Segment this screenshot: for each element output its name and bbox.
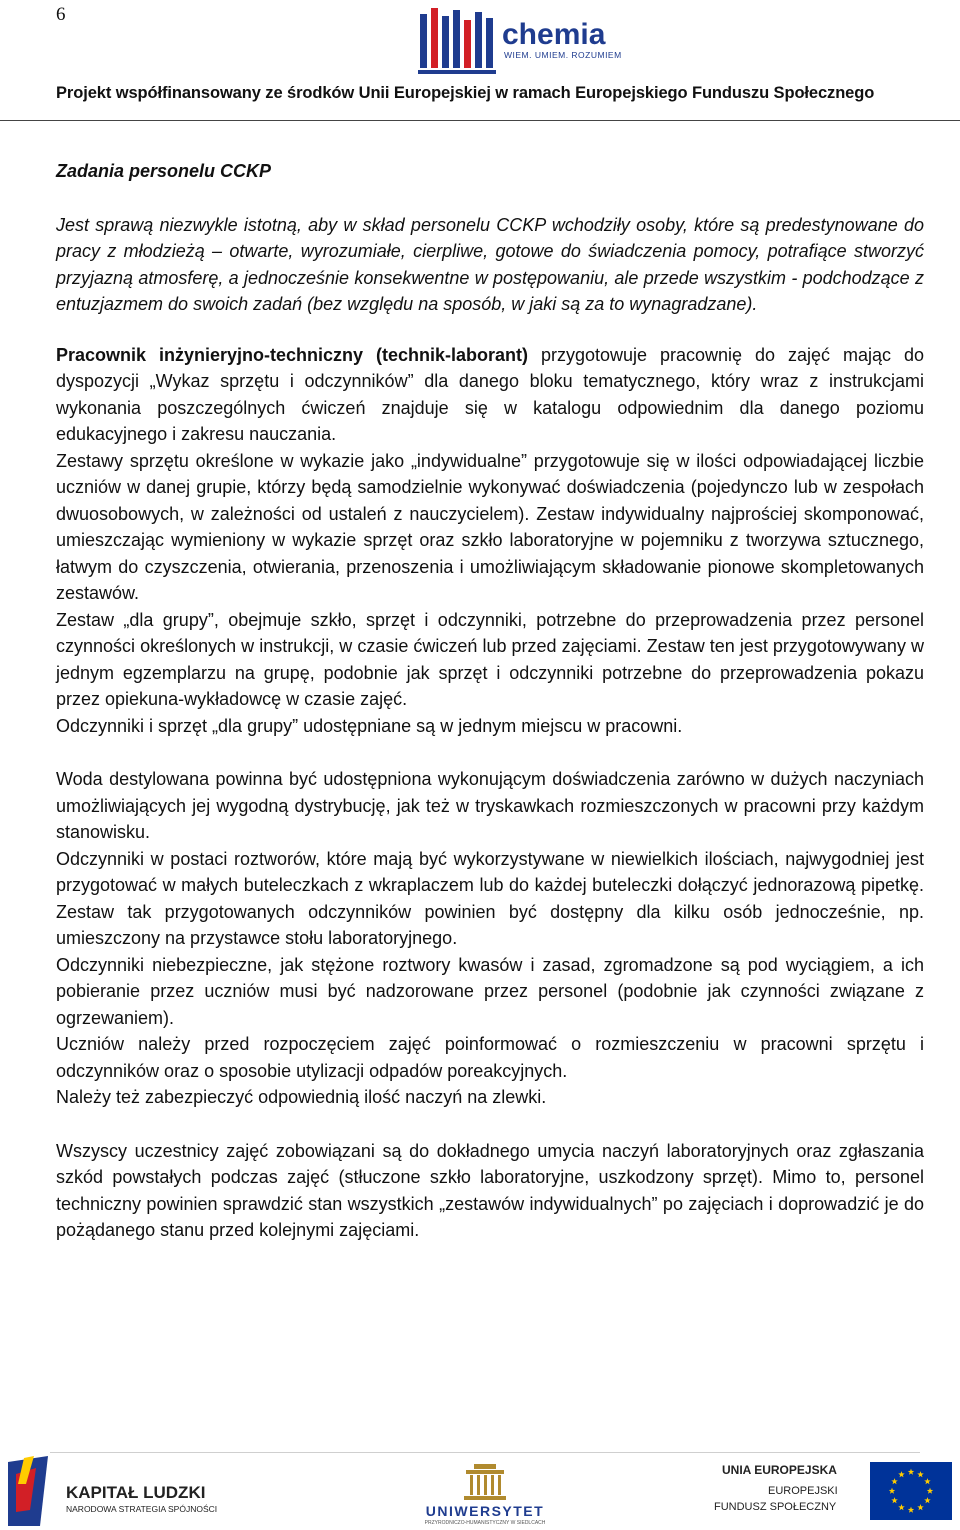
paragraph-hazardous-reagents: Odczynniki niebezpieczne, jak stężone roztwory kwasów i zasad, zgromadzone są pod wyciągiem, a ich pobieranie przez uczniów musi być nadzorowane przez personel (podobnie jak czynności związane z ogrzewaniem). [56, 954, 924, 1028]
footer-divider [50, 1452, 920, 1453]
technician-role-bold: Pracownik inżynieryjno-techniczny (technik-laborant) [56, 344, 529, 365]
paragraph-waste-containers: Należy też zabezpieczyć odpowiednią ilość naczyń na zlewki. [56, 1087, 547, 1107]
paragraph-technician [56, 342, 924, 448]
page-number: 6 [56, 4, 66, 25]
eu-line-2: EUROPEJSKI [768, 1485, 838, 1497]
paragraph-group-location: Odczynniki i sprzęt „dla grupy” udostępniane są w jednym miejscu w pracowni. [56, 715, 683, 736]
eu-line-3: FUNDUSZ SPOŁECZNY [714, 1501, 837, 1513]
eu-logo [712, 1458, 956, 1526]
header-divider [0, 120, 960, 121]
kapital-ludzki-emblem [8, 1456, 48, 1526]
paragraph-solutions: Odczynniki w postaci roztworów, które mają być wykorzystywane w niewielkich ilościach, najwygodniej jest przygotować w małych buteleczkach z wkraplaczem lub do każdej buteleczki dołączyć jednorazową pipetkę. Zestaw tak przygotowanych odczynników powinien być dostępny dla kilku osób jednocześnie, np. umieszczony na przystawce stołu laboratoryjnego. [56, 848, 924, 948]
paragraph-group-set: Zestaw „dla grupy”, obejmuje szkło, sprzęt i odczynniki, potrzebne do przeprowadzenia przez personel czynności określonych w instrukcji, w czasie ćwiczeń lub przed zajęciami. Zestaw ten jest przygotowywany w jednym egzemplarzu na grupę, podobnie jak sprzęt i odczynniki potrzebne do przeprowadzenia pokazu przez opiekuna-wykładowcę w czasie zajęć. [56, 609, 924, 709]
paragraph-cleaning: Wszyscy uczestnicy zajęć zobowiązani są do dokładnego umycia naczyń laboratoryjnych oraz zgłaszania szkód powstałych podczas zajęć (stłuczone szkło laboratoryjne, uszkodzony sprzęt). Mimo to, personel techniczny powinien sprawdzić stan wszystkich „zestawów indywidualnych” po zajęciach i doprowadzić je do pożądanego stanu przed kolejnymi zajęciami. [56, 1140, 924, 1240]
section-title: Zadania personelu CCKP [56, 161, 272, 181]
chemia-logo-mark [418, 8, 496, 74]
document-body [56, 158, 924, 1244]
paragraph-distilled-water: Woda destylowana powinna być udostępniona wykonującym doświadczenia zarówno w dużych naczyniach umożliwiających jej wygodną dystrybucję, jak też w tryskawkach rozmieszczonych w pracowni przy każdym stanowisku. [56, 769, 924, 842]
eu-flag-icon [870, 1462, 952, 1520]
paragraph-student-briefing: Uczniów należy przed rozpoczęciem zajęć poinformować o rozmieszczeniu w pracowni sprzętu i odczynników oraz o sposobie utylizacji odpadów poreakcyjnych. [56, 1034, 924, 1081]
kapital-ludzki-subtitle: NARODOWA STRATEGIA SPÓJNOŚCI [66, 1504, 218, 1514]
university-name: UNIWERSYTET [425, 1503, 545, 1519]
university-subtitle: PRZYRODNICZO-HUMANISTYCZNY W SIEDLCACH [424, 1520, 546, 1526]
kapital-ludzki-title: KAPITAŁ LUDZKI [66, 1483, 206, 1502]
paragraph-individual-sets: Zestawy sprzętu określone w wykazie jako „indywidualne” przygotowuje się w ilości odpowiadającej liczbie uczniów w danej grupie, którzy będą samodzielnie wykonywać doświadczenia (pojedynczo lub w zespołach dwuosobowych, w zależności od ustaleń z nauczycielem). Zestaw indywidualny najprościej skomponować, umieszczając wymieniony w wykazie sprzęt oraz szkło laboratoryjne w pojemniku z tworzywa sztucznego, łatwym do czyszczenia, otwierania, przenoszenia i umożliwiającym składowanie pionowe skompletowanych zestawów. [56, 450, 924, 603]
intro-paragraph: Jest sprawą niezwykle istotną, aby w skład personelu CCKP wchodziły osoby, które są predestynowane do pracy z młodzieżą – otwarte, wyrozumiałe, cierpliwe, gotowe do świadczenia pomocy, potrafiące stworzyć przyjazną atmosferę, a jednocześnie konsekwentne w postępowaniu, ale przede wszystkim - podchodzące z entuzjazmem do swoich zadań (bez względu na sposób, w jaki są za to wynagradzane). [56, 214, 924, 314]
eu-title: UNIA EUROPEJSKA [722, 1463, 837, 1477]
chemia-logo-tagline: WIEM. UMIEM. ROZUMIEM [504, 50, 622, 60]
kapital-ludzki-logo [4, 1454, 244, 1528]
chemia-logo [418, 6, 628, 78]
project-funding-line: Projekt współfinansowany ze środków Unii Europejskiej w ramach Europejskiego Funduszu Społecznego [56, 84, 875, 102]
chemia-logo-name: chemia [502, 18, 606, 51]
university-emblem [464, 1464, 506, 1500]
technician-duties-text: przygotowuje pracownię do zajęć mając do dyspozycji „Wykaz sprzętu i odczynników” dla danego bloku tematycznego, który wraz z instrukcjami wykonania poszczególnych ćwiczeń znajduje się w katalogu odpowiednim dla danego poziomu edukacyjnego i zakresu nauczania. [56, 344, 924, 444]
university-logo [410, 1462, 560, 1526]
